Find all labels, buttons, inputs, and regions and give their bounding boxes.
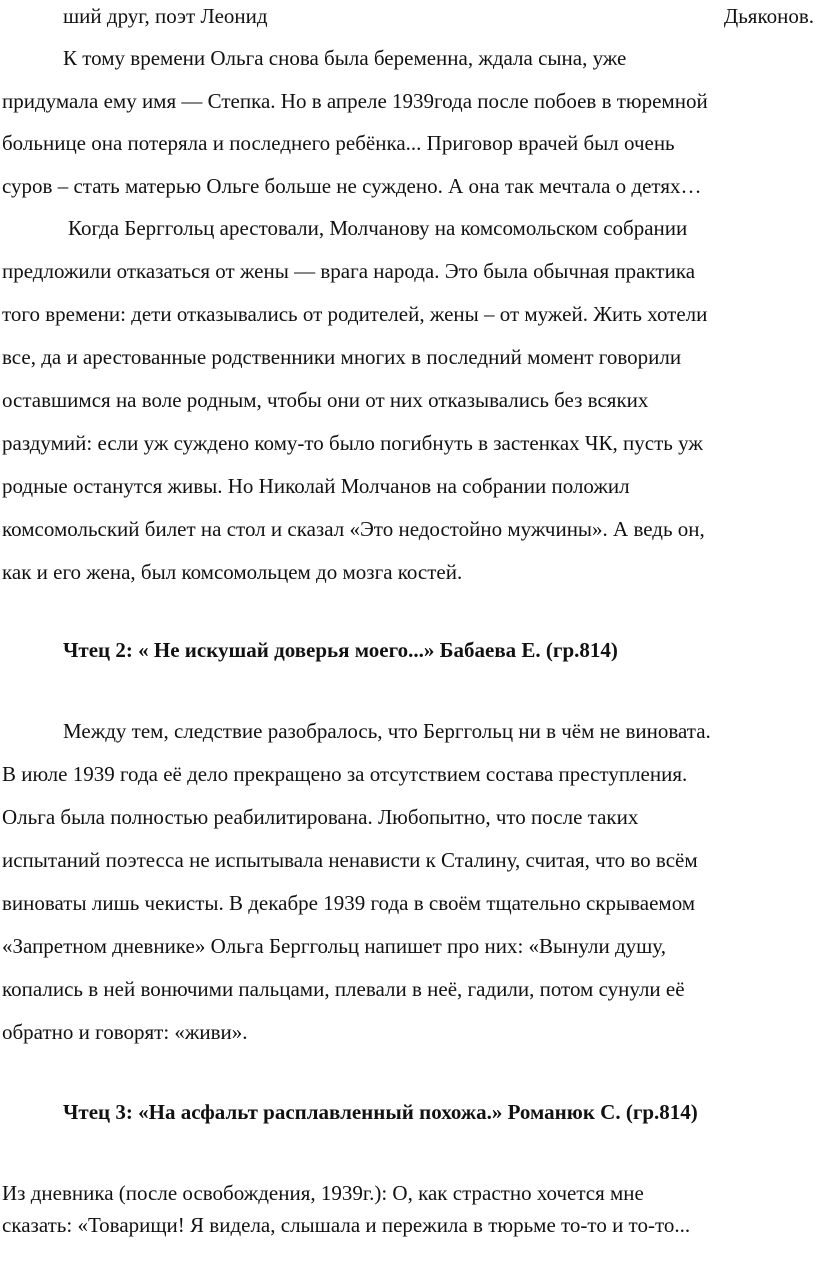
paragraph-3-line-2: В июле 1939 года её дело прекращено за отсутствием состава преступления. (2, 762, 688, 786)
paragraph-3-line-8: обратно и говорят: «живи». (2, 1020, 248, 1044)
paragraph-3-line-7: копались в ней вонючими пальцами, плевали в неё, гадили, потом сунули её (2, 977, 685, 1001)
reader-3-heading: Чтец 3: «На асфальт расплавленный похожа.» Романюк С. (гр.814) (63, 1100, 698, 1124)
paragraph-3-line-5: виноваты лишь чекисты. В декабре 1939 года в своём тщательно скрываемом (2, 891, 696, 915)
paragraph-2-line-2: предложили отказаться от жены — врага народа. Это была обычная практика (2, 259, 696, 283)
paragraph-2-line-5: оставшимся на воле родным, чтобы они от них отказывались без всяких (2, 388, 649, 412)
paragraph-3-line-4: испытаний поэтесса не испытывала ненависти к Сталину, считая, что во всём (2, 848, 698, 872)
paragraph-3-line-1: Между тем, следствие разобралось, что Берггольц ни в чём не виновата. (63, 719, 711, 743)
paragraph-3-line-6: «Запретном дневнике» Ольга Берггольц напишет про них: «Вынули душу, (2, 934, 666, 958)
paragraph-4-line-2: сказать: «Товарищи! Я видела, слышала и пережила в тюрьме то-то и то-то... (2, 1213, 691, 1237)
reader-2-heading: Чтец 2: « Не искушай доверья моего...» Бабаева Е. (гр.814) (63, 638, 618, 662)
paragraph-2-line-1: Когда Берггольц арестовали, Молчанову на комсомольском собрании (68, 216, 688, 240)
paragraph-1-line-1: К тому времени Ольга снова была беременна, ждала сына, уже (63, 46, 627, 70)
paragraph-2-line-8: комсомольский билет на стол и сказал «Это недостойно мужчины». А ведь он, (2, 517, 705, 541)
top-line-right: Дьяконов. (723, 4, 814, 28)
paragraph-1-line-2: придумала ему имя — Степка. Но в апреле 1939года после побоев в тюремной (2, 89, 708, 113)
paragraph-2-line-6: раздумий: если уж суждено кому-то было погибнуть в застенках ЧК, пусть уж (2, 431, 703, 455)
top-line (0, 4, 816, 28)
paragraph-2-line-3: того времени: дети отказывались от родителей, жены – от мужей. Жить хотели (2, 302, 708, 326)
top-line-left: ший друг, поэт Леонид (63, 4, 268, 28)
paragraph-3-line-3: Ольга была полностью реабилитирована. Любопытно, что после таких (2, 805, 639, 829)
paragraph-1-line-4: суров – стать матерью Ольге больше не суждено. А она так мечтала о детях… (2, 174, 702, 198)
paragraph-2-line-4: все, да и арестованные родственники многих в последний момент говорили (2, 345, 682, 369)
paragraph-2-line-7: родные останутся живы. Но Николай Молчанов на собрании положил (2, 474, 630, 498)
paragraph-2-line-9: как и его жена, был комсомольцем до мозга костей. (2, 560, 463, 584)
paragraph-4-line-1: Из дневника (после освобождения, 1939г.): О, как страстно хочется мне (2, 1181, 644, 1205)
paragraph-1-line-3: больнице она потеряла и последнего ребёнка... Приговор врачей был очень (2, 131, 675, 155)
